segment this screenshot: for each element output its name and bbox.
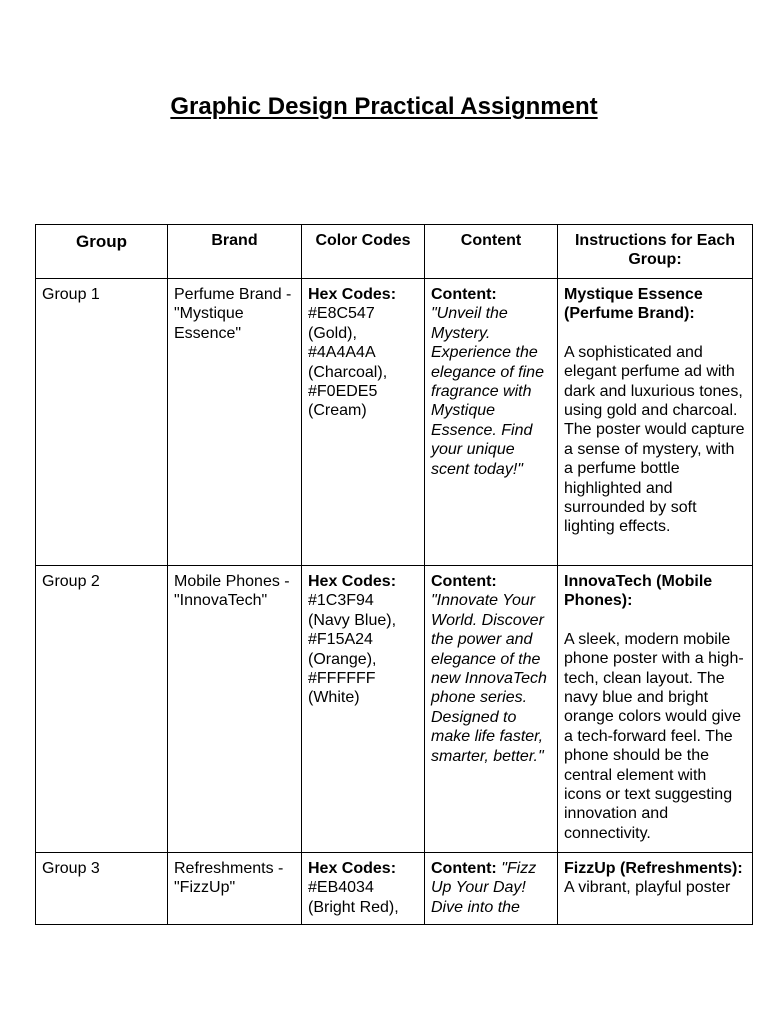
brand-cell [168, 566, 302, 853]
content-label: Content: [431, 286, 497, 303]
hex-codes-label: Hex Codes: [308, 286, 397, 303]
instructions-title: Mystique Essence (Perfume Brand): [564, 286, 703, 323]
brand-name: Perfume Brand - "Mystique Essence" [174, 286, 292, 342]
content-label: Content: [431, 860, 502, 877]
hex-codes-label: Hex Codes: [308, 860, 397, 877]
header-brand: Brand [168, 225, 302, 279]
content-cell [425, 853, 558, 925]
brand-cell [168, 279, 302, 566]
hex-codes-label: Hex Codes: [308, 573, 397, 590]
hex-codes-text: #EB4034 (Bright Red), [308, 879, 399, 916]
hex-codes-text: #1C3F94 (Navy Blue), #F15A24 (Orange), #FFFFFF (White) [308, 592, 397, 707]
instructions-text: A sleek, modern mobile phone poster with a high-tech, clean layout. The navy blue and bright orange colors would give a tech-forward feel. The phone should be the central element with icons or text suggesting innovation and connectivity. [564, 630, 744, 842]
table-header-row [36, 225, 753, 279]
color-codes-cell [302, 279, 425, 566]
color-codes-cell [302, 853, 425, 925]
instructions-title: FizzUp (Refreshments): [564, 860, 743, 877]
header-content: Content [425, 225, 558, 279]
group-cell [36, 279, 168, 566]
instructions-text: A vibrant, playful poster [564, 879, 731, 897]
content-cell [425, 566, 558, 853]
assignment-table [35, 224, 753, 925]
group-name: Group 3 [42, 860, 100, 877]
group-cell [36, 853, 168, 925]
content-cell [425, 279, 558, 566]
instructions-cell [558, 566, 753, 853]
group-name: Group 1 [42, 286, 100, 303]
content-text: "Unveil the Mystery. Experience the elegance of fine fragrance with Mystique Essence. Find your unique scent today!" [431, 305, 544, 478]
content-text: "Innovate Your World. Discover the power and elegance of the new InnovaTech phone series. Designed to make life faster, smarter, better." [431, 592, 547, 765]
table-row [36, 853, 753, 925]
header-instructions: Instructions for Each Group: [558, 225, 753, 279]
table-row [36, 279, 753, 566]
hex-codes-text: #E8C547 (Gold), #4A4A4A (Charcoal), #F0EDE5 (Cream) [308, 305, 388, 420]
brand-name: Mobile Phones - "InnovaTech" [174, 573, 290, 610]
content-text: "Fizz Up Your Day! Dive into the [431, 860, 537, 916]
brand-cell [168, 853, 302, 925]
content-label: Content: [431, 573, 497, 590]
group-cell [36, 566, 168, 853]
header-color-codes: Color Codes [302, 225, 425, 279]
instructions-cell [558, 279, 753, 566]
group-name: Group 2 [42, 573, 100, 590]
instructions-cell [558, 853, 753, 925]
instructions-title: InnovaTech (Mobile Phones): [564, 573, 713, 610]
page-title: Graphic Design Practical Assignment [170, 93, 598, 120]
instructions-text: A sophisticated and elegant perfume ad with dark and luxurious tones, using gold and charcoal. The poster would capture a sense of mystery, with a perfume bottle highlighted and surrounded by soft lighting effects. [564, 343, 745, 536]
header-group: Group [36, 225, 168, 279]
table-row [36, 566, 753, 853]
brand-name: Refreshments - "FizzUp" [174, 860, 284, 897]
color-codes-cell [302, 566, 425, 853]
